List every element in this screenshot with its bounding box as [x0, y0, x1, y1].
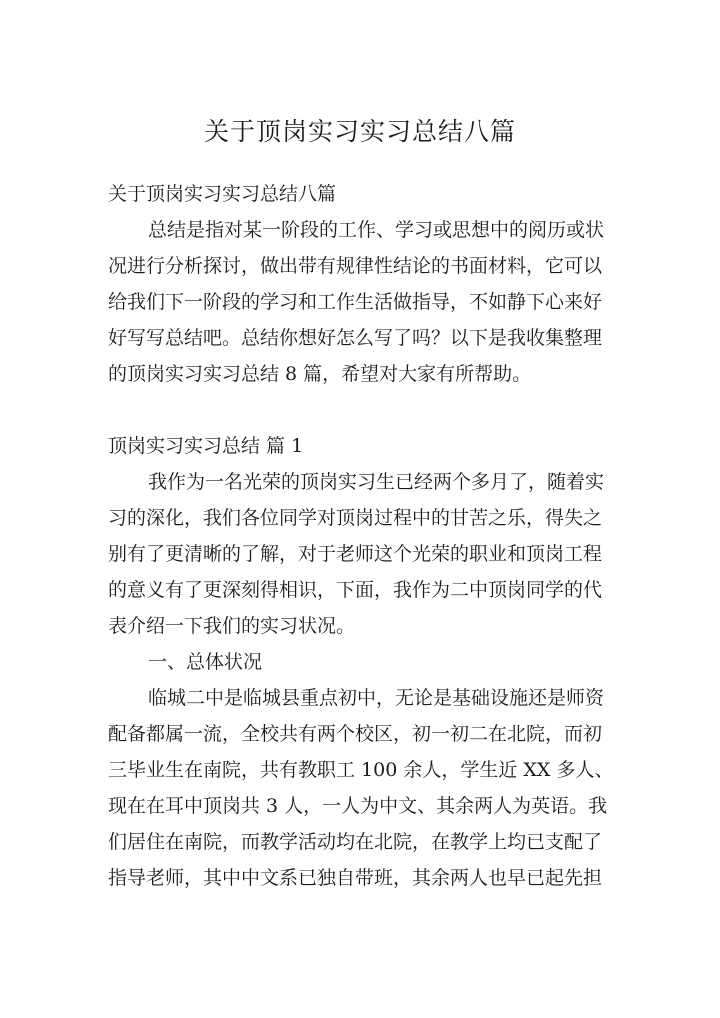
text-line: 表介绍一下我们的实习状况。 [108, 615, 356, 637]
text-line: 好写写总结吧。总结你想好怎么写了吗？以下是我收集整理 [108, 327, 603, 349]
text-line: 关于顶岗实习实习总结八篇 [108, 183, 337, 205]
document-body [108, 176, 616, 896]
document-title: 关于顶岗实习实习总结八篇 [203, 117, 516, 146]
text-line: 临城二中是临城县重点初中，无论是基础设施还是师资 [148, 687, 605, 709]
text-line: 们居住在南院，而教学活动均在北院，在教学上均已支配了 [108, 831, 603, 853]
text-line: 我作为一名光荣的顶岗实习生已经两个多月了，随着实 [148, 471, 605, 493]
text-line: 指导老师，其中中文系已独自带班，其余两人也早已起先担 [108, 867, 603, 889]
text-line: 顶岗实习实习总结 篇 1 [108, 435, 304, 457]
text-line: 总结是指对某一阶段的工作、学习或思想中的阅历或状 [148, 219, 605, 241]
text-line: 一、总体状况 [148, 651, 263, 673]
text-line: 别有了更清晰的了解，对于老师这个光荣的职业和顶岗工程 [108, 543, 603, 565]
text-line: 给我们下一阶段的学习和工作生活做指导，不如静下心来好 [108, 291, 603, 313]
text-line: 现在在耳中顶岗共 3 人，一人为中文、其余两人为英语。我 [108, 795, 608, 817]
text-line: 的意义有了更深刻得相识，下面，我作为二中顶岗同学的代 [108, 579, 603, 601]
text-line: 况进行分析探讨，做出带有规律性结论的书面材料，它可以 [108, 255, 603, 277]
text-line: 三毕业生在南院，共有教职工 100 余人，学生近 XX 多人、 [108, 759, 614, 781]
blank-line [108, 392, 616, 428]
text-line: 配备都属一流，全校共有两个校区，初一初二在北院，而初 [108, 723, 603, 745]
text-line: 习的深化，我们各位同学对顶岗过程中的甘苦之乐，得失之 [108, 507, 603, 529]
text-line: 的顶岗实习实习总结 8 篇，希望对大家有所帮助。 [108, 363, 532, 385]
